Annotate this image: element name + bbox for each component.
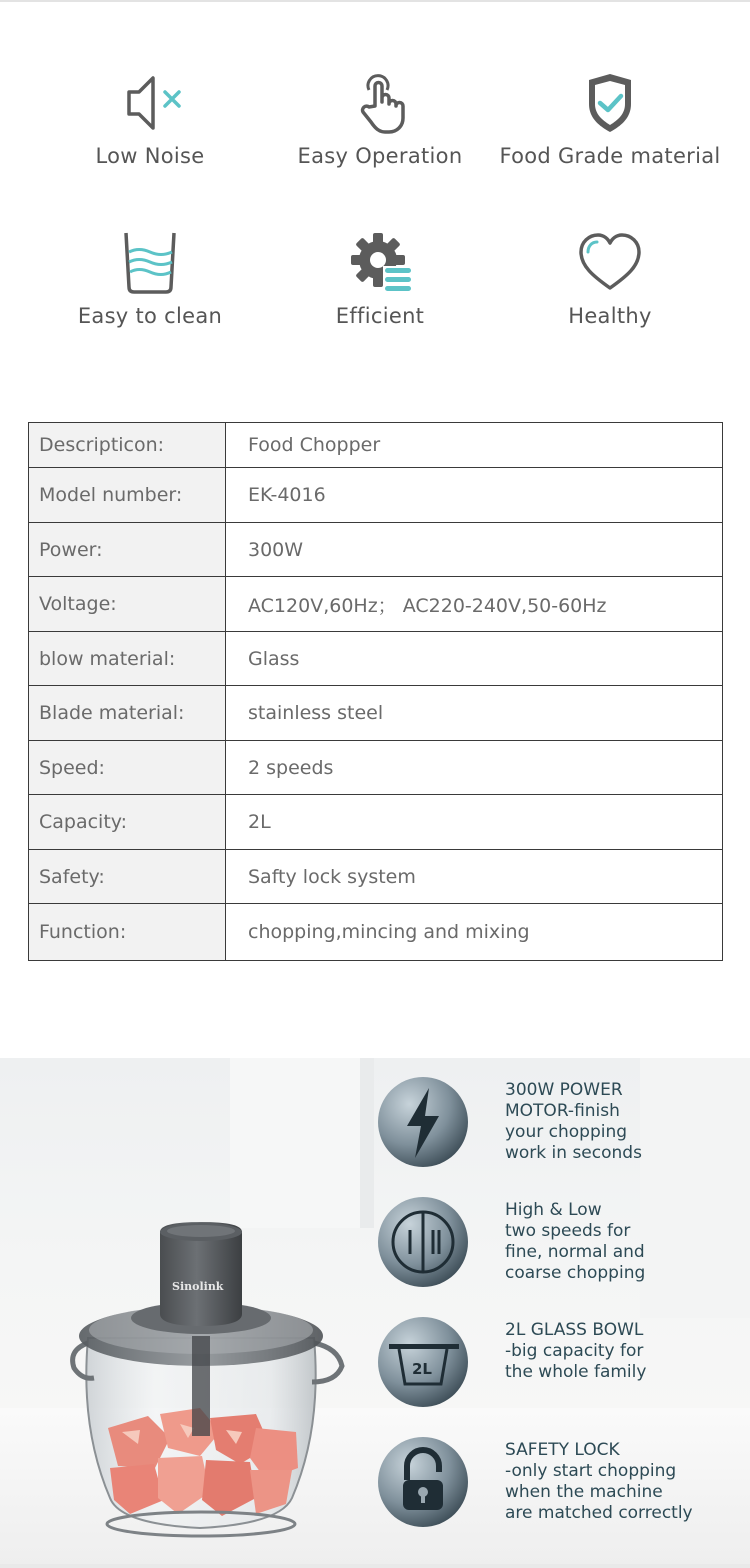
highlight-safety: [377, 1436, 750, 1532]
lightning-icon: [377, 1076, 469, 1168]
spec-key: Power:: [29, 523, 226, 577]
table-row: [29, 795, 723, 850]
spec-value: EK-4016: [226, 468, 723, 523]
top-divider: [0, 0, 750, 2]
feature-low-noise: [35, 70, 265, 168]
spec-value: 2L: [226, 795, 723, 850]
spec-value: Glass: [226, 632, 723, 686]
spec-value: 2 speeds: [226, 741, 723, 795]
spec-value: AC120V,60Hz； AC220-240V,50-60Hz: [226, 577, 723, 632]
spec-value: Food Chopper: [226, 423, 723, 468]
spec-key: Capacity:: [29, 795, 226, 850]
bowl-badge: 2L: [412, 1360, 432, 1378]
bottom-divider: [0, 1564, 750, 1568]
spec-value: stainless steel: [226, 686, 723, 741]
table-row: [29, 577, 723, 632]
bowl-2l-icon: [377, 1316, 469, 1408]
spec-key: Function:: [29, 904, 226, 961]
feature-label: Easy to clean: [77, 304, 223, 328]
table-row: [29, 686, 723, 741]
spec-value: chopping,mincing and mixing: [226, 904, 723, 961]
feature-label: Healthy: [568, 304, 652, 328]
feature-easy-clean: [35, 230, 265, 328]
table-row: [29, 632, 723, 686]
feature-easy-operation: [265, 70, 495, 168]
gear-icon: [345, 230, 415, 296]
spec-key: Speed:: [29, 741, 226, 795]
shield-check-icon: [575, 70, 645, 136]
table-row: [29, 468, 723, 523]
spec-key: blow material:: [29, 632, 226, 686]
spec-value: Safty lock system: [226, 850, 723, 904]
spec-key: Descripticon:: [29, 423, 226, 468]
food-chopper-image: [60, 1218, 360, 1548]
highlight-text: High & Low two speeds for fine, normal and coarse chopping: [505, 1200, 646, 1283]
highlight-text: SAFETY LOCK -only start chopping when the machine are matched correctly: [505, 1440, 693, 1523]
product-banner: [0, 1058, 750, 1568]
table-row: [29, 423, 723, 468]
spec-value: 300W: [226, 523, 723, 577]
tap-hand-icon: [345, 70, 415, 136]
feature-label: Easy Operation: [297, 144, 463, 168]
highlight-power: [377, 1076, 750, 1172]
background-window: [230, 1058, 374, 1228]
spec-key: Model number:: [29, 468, 226, 523]
spec-key: Safety:: [29, 850, 226, 904]
speaker-mute-icon: [115, 70, 185, 136]
speed-switch-icon: [377, 1196, 469, 1288]
water-glass-icon: [115, 230, 185, 296]
table-row: [29, 904, 723, 961]
table-row: [29, 523, 723, 577]
spec-key: Blade material:: [29, 686, 226, 741]
spec-key: Voltage:: [29, 577, 226, 632]
spec-table: [28, 422, 723, 961]
feature-label: Food Grade material: [499, 144, 721, 168]
feature-food-grade: [495, 70, 725, 168]
brand-logo: Sinolink: [172, 1280, 224, 1293]
table-row: [29, 850, 723, 904]
highlight-speeds: [377, 1196, 750, 1292]
feature-label: Efficient: [335, 304, 425, 328]
table-row: [29, 741, 723, 795]
feature-label: Low Noise: [95, 144, 205, 168]
highlight-bowl: [377, 1316, 750, 1412]
feature-healthy: [495, 230, 725, 328]
highlight-text: 2L GLASS BOWL -big capacity for the whole family: [505, 1320, 647, 1382]
heart-icon: [575, 230, 645, 296]
padlock-icon: [377, 1436, 469, 1528]
highlight-text: 300W POWER MOTOR-finish your chopping work in seconds: [505, 1080, 642, 1163]
feature-efficient: [265, 230, 495, 328]
